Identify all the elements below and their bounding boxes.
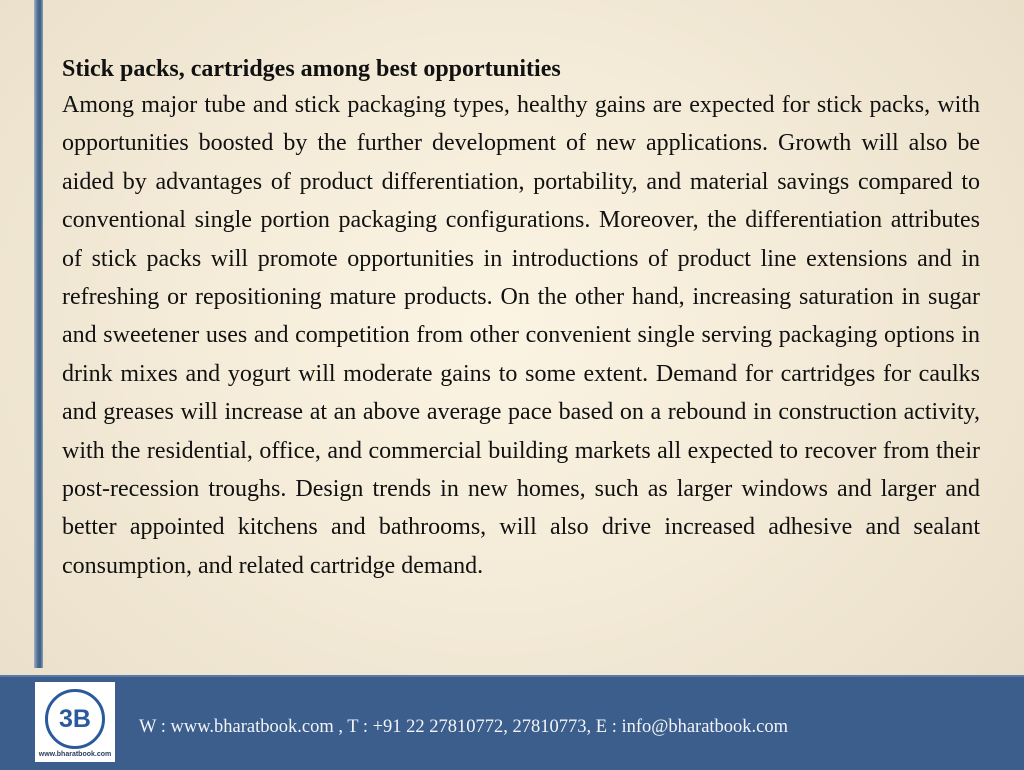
left-accent-bar — [34, 0, 43, 668]
slide-heading: Stick packs, cartridges among best opportunities — [62, 56, 561, 82]
slide-content — [62, 52, 980, 585]
footer-bar — [0, 675, 1024, 770]
bharatbook-logo[interactable] — [35, 682, 115, 762]
logo-3b-icon: 3B — [45, 689, 105, 749]
logo-caption: www.bharatbook.com — [38, 751, 112, 758]
slide-body-text: Among major tube and stick packaging types, healthy gains are expected for stick packs, with opportunities boosted by the further development of new applications. Growth will also be aided by advantages of product differentiation, portability, and material savings compared to conventional single portion packaging configurations. Moreover, the differentiation attributes of stick packs will promote opportunities in introductions of product line extensions and in refreshing or repositioning mature products. On the other hand, increasing saturation in sugar and sweetener uses and competition from other convenient single serving packaging options in drink mixes and yogurt will moderate gains to some extent. Demand for cartridges for caulks and greases will increase at an above average pace based on a rebound in construction activity, with the residential, office, and commercial building markets all expected to recover from their post-recession troughs. Design trends in new homes, such as larger windows and larger and better appointed kitchens and bathrooms, will also drive increased adhesive and sealant consumption, and related cartridge demand. — [62, 92, 980, 579]
footer-contact-info: W : www.bharatbook.com , T : +91 22 27810772, 27810773, E : info@bharatbook.com — [139, 717, 789, 737]
